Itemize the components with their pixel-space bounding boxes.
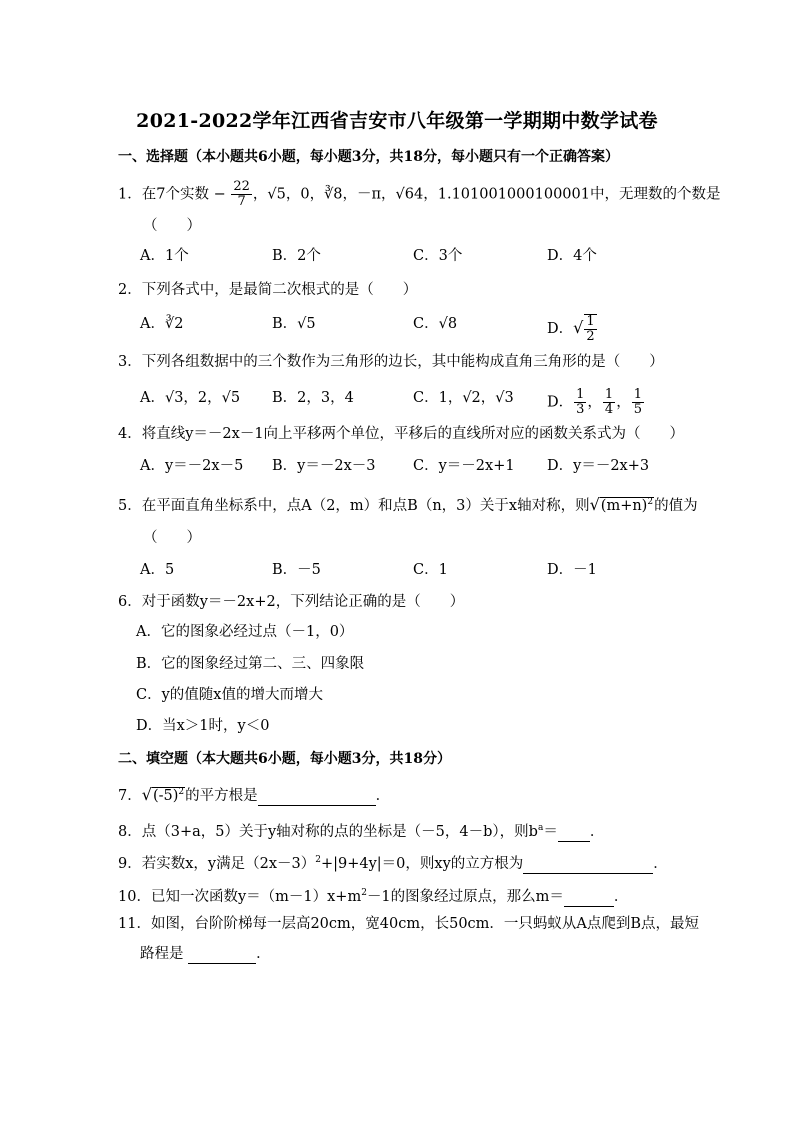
option-b[interactable]: B．它的图象经过第二、三、四象限 [136,656,365,672]
option-d[interactable]: D．√ $\frac{1}{2}$ [547,314,595,344]
question-4: 4．将直线y＝－2x－1向上平移两个单位，平移后的直线所对应的函数关系式为（ ） [118,426,685,442]
question-5-paren: （ ） [143,530,201,546]
answer-blank[interactable] [523,857,653,874]
option-d[interactable]: D． $\frac{1}{3}$ ， $\frac{1}{4}$ ， $\frac{1}{5}$ [547,387,642,417]
option-c[interactable]: C．y＝－2x+1 [413,458,515,474]
option-a[interactable]: A．它的图象必经过点（－1，0） [136,624,354,640]
question-11: 11．如图，台阶阶梯每一层高20cm，宽40cm，长50cm．一只蚂蚁从A点爬到B点，最短 [118,916,700,932]
option-c[interactable]: C．1 [413,562,448,578]
option-a[interactable]: A．1个 [140,248,189,264]
question-2-options [0,314,794,344]
option-b[interactable]: B．√5 [272,316,316,332]
question-3: 3．下列各组数据中的三个数作为三角形的边长，其中能构成直角三角形的是（ ） [118,354,664,370]
question-7: 7．$√(-5)^2$的平方根是 ． [118,784,391,804]
page-title: 2021-2022学年江西省吉安市八年级第一学期期中数学试卷 [136,110,658,132]
question-1-paren: （ ） [143,218,201,234]
option-a[interactable]: A．√3，2，√5 [140,390,241,406]
question-5-options [0,560,794,582]
question-6: 6．对于函数y＝－2x+2，下列结论正确的是（ ） [118,594,465,610]
option-a[interactable]: A．y＝－2x－5 [140,458,244,474]
option-d[interactable]: D．4个 [547,248,597,264]
answer-blank[interactable] [188,947,256,964]
question-4-options [0,456,794,478]
option-c[interactable]: C．1，√2，√3 [413,390,514,406]
answer-blank[interactable] [564,890,614,907]
question-1-options [0,246,794,268]
option-c[interactable]: C．3个 [413,248,463,264]
option-a[interactable]: A．5 [140,562,175,578]
question-5: 5．在平面直角坐标系中，点A（2，m）和点B（n，3）关于x轴对称，则$√(m+n)^2$的值为 [118,494,698,514]
question-10: 10．已知一次函数$y=(m-1)x+m^2-1$的图象经过原点，那么m＝ ． [118,888,629,905]
option-b[interactable]: B．2，3，4 [272,390,354,406]
question-9: 9．若实数x，y满足$(2x-3)^2+|9+4y|=0$，则xy的立方根为 ． [118,855,668,872]
option-c[interactable]: C．√8 [413,316,458,332]
option-c[interactable]: C．y的值随x值的增大而增大 [136,687,323,703]
answer-blank[interactable] [258,789,376,806]
option-b[interactable]: B．2个 [272,248,321,264]
option-d[interactable]: D．当x＞1时，y＜0 [136,718,270,734]
question-1: 1．在7个实数 − $\frac{22}{7}$ ，√5，0，∛8，－π，√64，1.101001000100001中，无理数的个数是 [118,179,721,209]
option-d[interactable]: D．－1 [547,562,597,578]
section-heading-fill: 二、填空题（本大题共6小题，每小题3分，共18分） [118,751,451,767]
fraction: $\frac{22}{7}$ [233,179,250,209]
option-d[interactable]: D．y＝－2x+3 [547,458,650,474]
option-a[interactable]: A．∛2 [140,316,184,332]
question-8: 8．点（3+a，5）关于y轴对称的点的坐标是（－5，4－b），则$b^a=$ ． [118,823,605,840]
question-2: 2．下列各式中，是最简二次根式的是（ ） [118,282,418,298]
option-b[interactable]: B．y＝－2x－3 [272,458,376,474]
section-heading-choice: 一、选择题（本小题共6小题，每小题3分，共18分，每小题只有一个正确答案） [118,149,619,165]
question-11-cont: 路程是 ． [140,946,271,962]
option-b[interactable]: B．－5 [272,562,321,578]
answer-blank[interactable] [558,825,590,842]
question-3-options [0,387,794,417]
